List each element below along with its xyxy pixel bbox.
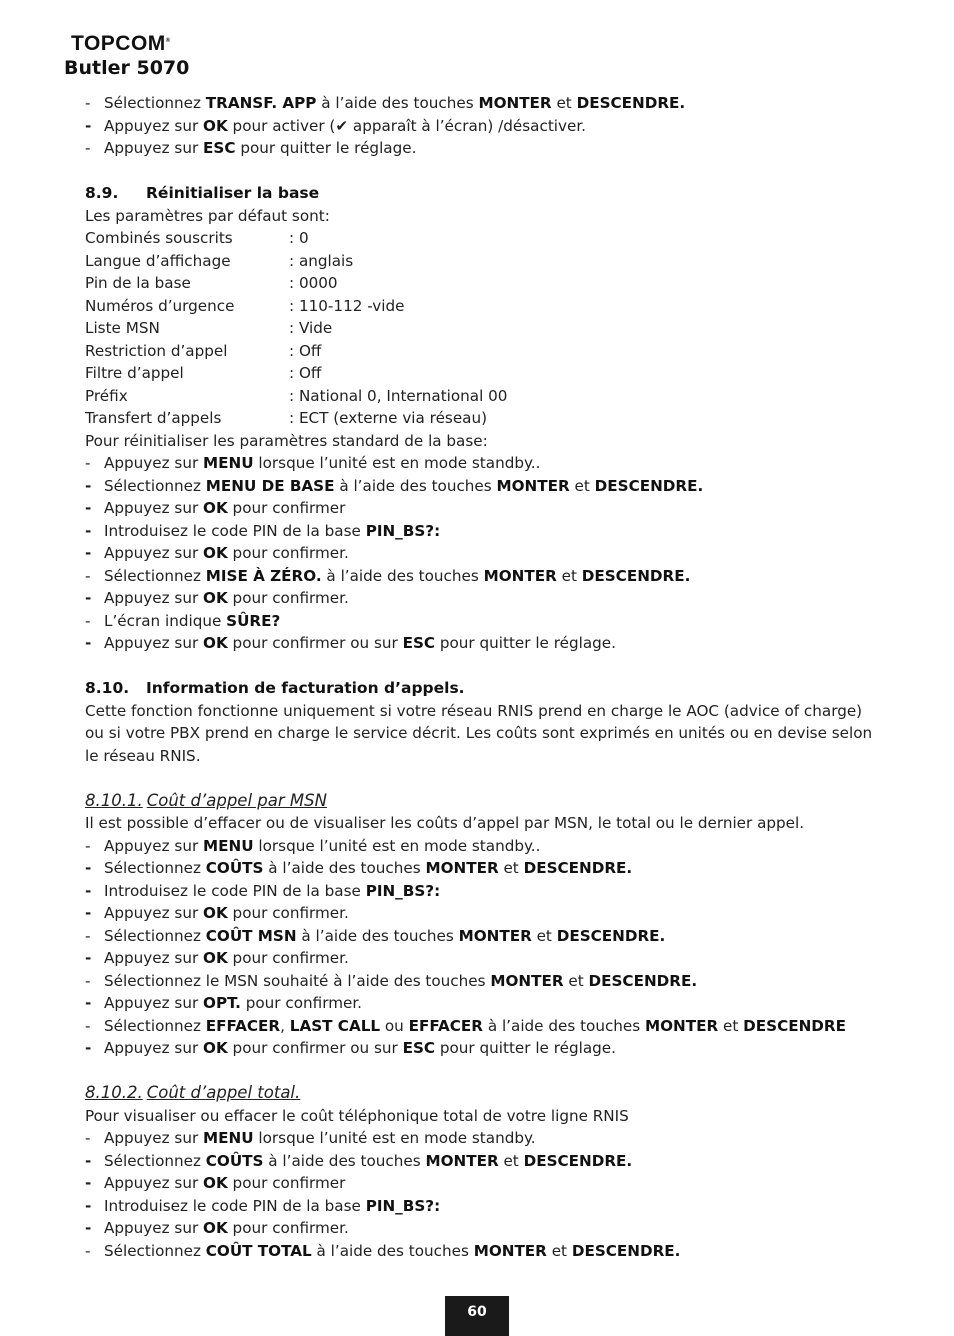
setting-value: : Off xyxy=(289,341,322,360)
key-label: DESCENDRE. xyxy=(523,1151,633,1170)
step-text: pour confirmer xyxy=(227,499,346,517)
key-label: SÛRE? xyxy=(226,611,281,630)
key-label: ESC xyxy=(402,1039,436,1057)
paragraph: Pour réinitialiser les paramètres standard de la base: xyxy=(85,431,488,450)
key-label: MONTER xyxy=(478,94,552,112)
bullet-dash: - xyxy=(85,1039,92,1057)
list-item xyxy=(85,970,885,993)
bullet-dash: - xyxy=(85,836,91,855)
step-text: pour confirmer. xyxy=(227,589,349,607)
step-text: Introduisez le code PIN de la base xyxy=(104,521,366,540)
default-row xyxy=(85,272,885,295)
bullet-dash: - xyxy=(85,139,91,157)
list-item xyxy=(85,992,885,1015)
bullet-dash: - xyxy=(85,454,91,472)
bullet-dash: - xyxy=(85,566,91,585)
setting-name: Filtre d’appel xyxy=(85,364,184,382)
bullet-dash: - xyxy=(85,949,92,967)
step-text: pour confirmer. xyxy=(240,994,363,1012)
page-number: 60 xyxy=(445,1296,509,1336)
step-text: Introduisez le code PIN de la base xyxy=(104,881,366,900)
key-label: COÛT MSN xyxy=(205,926,297,945)
setting-value: : 0000 xyxy=(289,274,338,292)
page-header xyxy=(64,30,189,79)
list-item xyxy=(85,947,885,970)
setting-name: Langue d’affichage xyxy=(85,251,231,270)
bullet-dash: - xyxy=(85,634,92,652)
bullet-dash: - xyxy=(85,1016,91,1035)
key-label: MONTER xyxy=(490,971,564,990)
step-text: et xyxy=(551,94,577,112)
step-text: et xyxy=(498,1151,524,1170)
list-item xyxy=(85,1217,885,1240)
step-text: pour quitter le réglage. xyxy=(435,634,616,652)
key-label: MENU DE BASE xyxy=(205,476,335,495)
bullet-dash: - xyxy=(85,994,92,1012)
step-text: pour confirmer. xyxy=(227,949,349,967)
bullet-dash: - xyxy=(85,1129,91,1147)
step-text: , xyxy=(280,1016,290,1035)
default-row xyxy=(85,317,885,340)
bullet-dash: - xyxy=(85,476,92,495)
step-list xyxy=(85,1127,885,1262)
list-item xyxy=(85,1037,885,1060)
default-row xyxy=(85,250,885,273)
key-label: DESCENDRE. xyxy=(523,859,633,877)
default-row xyxy=(85,407,885,430)
bullet-dash: - xyxy=(85,1151,92,1170)
bullet-dash: - xyxy=(85,971,91,990)
paragraph: Pour visualiser ou effacer le coût téléphonique total de votre ligne RNIS xyxy=(85,1106,629,1125)
step-text: et xyxy=(563,971,589,990)
list-item xyxy=(85,880,885,903)
step-text: pour confirmer. xyxy=(227,544,349,562)
bullet-dash: - xyxy=(85,926,91,945)
step-text: Sélectionnez xyxy=(104,566,206,585)
setting-name: Combinés souscrits xyxy=(85,229,233,247)
bullet-dash: - xyxy=(85,116,92,135)
list-item xyxy=(85,497,885,520)
key-label: LAST CALL xyxy=(289,1016,381,1035)
setting-value: : anglais xyxy=(289,251,354,270)
list-item xyxy=(85,587,885,610)
bullet-dash: - xyxy=(85,94,91,112)
setting-value: : Off xyxy=(289,364,322,382)
key-label: PIN_BS?: xyxy=(365,521,441,540)
bullet-dash: - xyxy=(85,1241,91,1260)
setting-value: : 0 xyxy=(289,229,309,247)
bullet-dash: - xyxy=(85,611,91,630)
step-text: Sélectionnez le MSN souhaité à l’aide des touches xyxy=(104,971,491,990)
step-text: à l’aide des touches xyxy=(263,1151,426,1170)
list-item xyxy=(85,115,885,138)
list-item xyxy=(85,1127,885,1150)
step-text: à l’aide des touches xyxy=(334,476,497,495)
key-label: MONTER xyxy=(425,859,499,877)
paragraph: Il est possible d’effacer ou de visualiser les coûts d’appel par MSN, le total ou le dernier appel. xyxy=(85,814,805,832)
step-text: pour confirmer xyxy=(227,1174,346,1192)
step-text: Appuyez sur xyxy=(104,994,204,1012)
step-text: pour quitter le réglage. xyxy=(435,1039,616,1057)
step-text: et xyxy=(531,926,557,945)
key-label: OK xyxy=(203,949,228,967)
subsection-heading: 8.10.2. Coût d’appel total. xyxy=(85,1083,301,1102)
key-label: OK xyxy=(203,589,228,607)
step-text: à l’aide des touches xyxy=(263,859,426,877)
key-label: PIN_BS?: xyxy=(365,881,441,900)
list-item xyxy=(85,542,885,565)
setting-name: Préfix xyxy=(85,386,128,405)
step-text: Sélectionnez xyxy=(104,94,206,112)
page-content xyxy=(85,92,885,1262)
key-label: MISE À ZÉRO. xyxy=(205,566,322,585)
default-row xyxy=(85,340,885,363)
setting-value: : National 0, International 00 xyxy=(289,386,508,405)
list-item xyxy=(85,1150,885,1173)
key-label: MONTER xyxy=(645,1016,719,1035)
section-heading: 8.9. Réinitialiser la base xyxy=(85,184,320,202)
step-text: à l’aide des touches xyxy=(311,1241,474,1260)
bullet-dash: - xyxy=(85,521,92,540)
step-text: Appuyez sur xyxy=(104,949,204,967)
topcom-logo: TOPCOM® xyxy=(71,32,171,55)
paragraph: Les paramètres par défaut sont: xyxy=(85,206,330,225)
step-text: lorsque l’unité est en mode standby.. xyxy=(253,836,541,855)
key-label: OK xyxy=(203,904,228,922)
key-label: MENU xyxy=(203,1129,254,1147)
default-row xyxy=(85,295,885,318)
bullet-dash: - xyxy=(85,859,92,877)
setting-name: Transfert d’appels xyxy=(85,409,222,427)
key-label: TRANSF. APP xyxy=(205,94,317,112)
key-label: MENU xyxy=(203,454,254,472)
key-label: MONTER xyxy=(483,566,557,585)
list-item xyxy=(85,137,885,160)
step-text: Appuyez sur xyxy=(104,904,204,922)
key-label: DESCENDRE xyxy=(743,1016,846,1035)
defaults-table xyxy=(85,227,885,430)
key-label: ESC xyxy=(203,139,236,157)
model-name: Butler 5070 xyxy=(64,57,190,79)
list-item xyxy=(85,520,885,543)
key-label: DESCENDRE. xyxy=(594,476,704,495)
step-text: Appuyez sur xyxy=(104,499,204,517)
step-text: Appuyez sur xyxy=(104,589,204,607)
list-item xyxy=(85,92,885,115)
bullet-dash: - xyxy=(85,499,92,517)
step-text: à l’aide des touches xyxy=(296,926,459,945)
list-item xyxy=(85,610,885,633)
key-label: MONTER xyxy=(425,1151,499,1170)
step-text: et xyxy=(556,566,582,585)
key-label: DESCENDRE. xyxy=(576,94,686,112)
default-row xyxy=(85,227,885,250)
bullet-dash: - xyxy=(85,589,92,607)
setting-value: : Vide xyxy=(289,319,333,337)
step-text: Appuyez sur xyxy=(104,544,204,562)
key-label: OK xyxy=(203,1174,228,1192)
key-label: EFFACER xyxy=(408,1016,483,1035)
setting-name: Liste MSN xyxy=(85,319,160,337)
step-text: pour confirmer. xyxy=(227,904,349,922)
step-text: et xyxy=(718,1016,744,1035)
step-text: et xyxy=(498,859,524,877)
key-label: COÛTS xyxy=(205,1151,264,1170)
key-label: DESCENDRE. xyxy=(571,1241,681,1260)
step-text: Sélectionnez xyxy=(104,926,206,945)
step-text: Appuyez sur xyxy=(104,1219,204,1237)
list-item xyxy=(85,902,885,925)
key-label: OK xyxy=(203,1219,228,1237)
key-label: DESCENDRE. xyxy=(581,566,691,585)
setting-value: : ECT (externe via réseau) xyxy=(289,409,488,427)
list-item xyxy=(85,565,885,588)
step-list xyxy=(85,92,885,160)
step-text: à l’aide des touches xyxy=(321,566,484,585)
setting-name: Numéros d’urgence xyxy=(85,296,235,315)
setting-value: : 110-112 -vide xyxy=(289,296,405,315)
key-label: ESC xyxy=(402,634,436,652)
step-text: Sélectionnez xyxy=(104,859,206,877)
step-text: Introduisez le code PIN de la base xyxy=(104,1196,366,1215)
key-label: PIN_BS?: xyxy=(365,1196,441,1215)
key-label: OPT. xyxy=(203,994,241,1012)
key-label: DESCENDRE. xyxy=(588,971,698,990)
step-text: Sélectionnez xyxy=(104,476,206,495)
step-text: Appuyez sur xyxy=(104,454,204,472)
step-text: Sélectionnez xyxy=(104,1151,206,1170)
step-text: pour confirmer. xyxy=(227,1219,349,1237)
key-label: OK xyxy=(203,634,228,652)
list-item xyxy=(85,835,885,858)
step-list xyxy=(85,835,885,1060)
default-row xyxy=(85,385,885,408)
step-text: Sélectionnez xyxy=(104,1016,206,1035)
list-item xyxy=(85,1195,885,1218)
list-item xyxy=(85,925,885,948)
section-heading: 8.10. Information de facturation d’appels. xyxy=(85,679,465,697)
list-item xyxy=(85,1240,885,1263)
step-text: Appuyez sur xyxy=(104,1174,204,1192)
bullet-dash: - xyxy=(85,544,92,562)
default-row xyxy=(85,362,885,385)
key-label: MONTER xyxy=(473,1241,547,1260)
list-item xyxy=(85,452,885,475)
setting-name: Pin de la base xyxy=(85,274,191,292)
step-text: Appuyez sur xyxy=(104,634,204,652)
step-list xyxy=(85,452,885,655)
key-label: COÛTS xyxy=(205,859,264,877)
key-label: MONTER xyxy=(458,926,532,945)
key-label: OK xyxy=(203,1039,228,1057)
step-text: lorsque l’unité est en mode standby. xyxy=(253,1129,536,1147)
key-label: MENU xyxy=(203,836,254,855)
step-text: et xyxy=(546,1241,572,1260)
step-text: Appuyez sur xyxy=(104,836,204,855)
list-item xyxy=(85,632,885,655)
bullet-dash: - xyxy=(85,904,92,922)
step-text: pour quitter le réglage. xyxy=(235,139,417,157)
key-label: OK xyxy=(203,499,228,517)
bullet-dash: - xyxy=(85,881,92,900)
step-text: à l’aide des touches xyxy=(316,94,479,112)
list-item xyxy=(85,475,885,498)
step-text: pour confirmer ou sur xyxy=(227,1039,403,1057)
step-text: Appuyez sur xyxy=(104,1129,204,1147)
key-label: COÛT TOTAL xyxy=(205,1241,312,1260)
key-label: EFFACER xyxy=(205,1016,281,1035)
step-text: pour activer (✔ apparaît à l’écran) /désactiver. xyxy=(227,116,587,135)
step-text: à l’aide des touches xyxy=(483,1016,646,1035)
list-item xyxy=(85,1172,885,1195)
step-text: lorsque l’unité est en mode standby.. xyxy=(253,454,541,472)
step-text: L’écran indique xyxy=(104,611,227,630)
step-text: Appuyez sur xyxy=(104,116,204,135)
key-label: MONTER xyxy=(496,476,570,495)
bullet-dash: - xyxy=(85,1174,92,1192)
list-item xyxy=(85,1015,885,1038)
key-label: OK xyxy=(203,544,228,562)
bullet-dash: - xyxy=(85,1196,92,1215)
step-text: pour confirmer ou sur xyxy=(227,634,403,652)
key-label: OK xyxy=(203,116,228,135)
step-text: Appuyez sur xyxy=(104,1039,204,1057)
subsection-heading: 8.10.1. Coût d’appel par MSN xyxy=(85,790,327,810)
list-item xyxy=(85,857,885,880)
step-text: Sélectionnez xyxy=(104,1241,206,1260)
key-label: DESCENDRE. xyxy=(556,926,666,945)
step-text: ou xyxy=(380,1016,409,1035)
setting-name: Restriction d’appel xyxy=(85,341,228,360)
bullet-dash: - xyxy=(85,1219,92,1237)
step-text: Appuyez sur xyxy=(104,139,204,157)
paragraph: Cette fonction fonctionne uniquement si votre réseau RNIS prend en charge le AOC (advice of charge) ou si votre PBX prend en charge le service décrit. Les coûts sont exprimés en unités ou en devise selon le réseau RNIS. xyxy=(85,701,873,765)
step-text: et xyxy=(569,476,595,495)
